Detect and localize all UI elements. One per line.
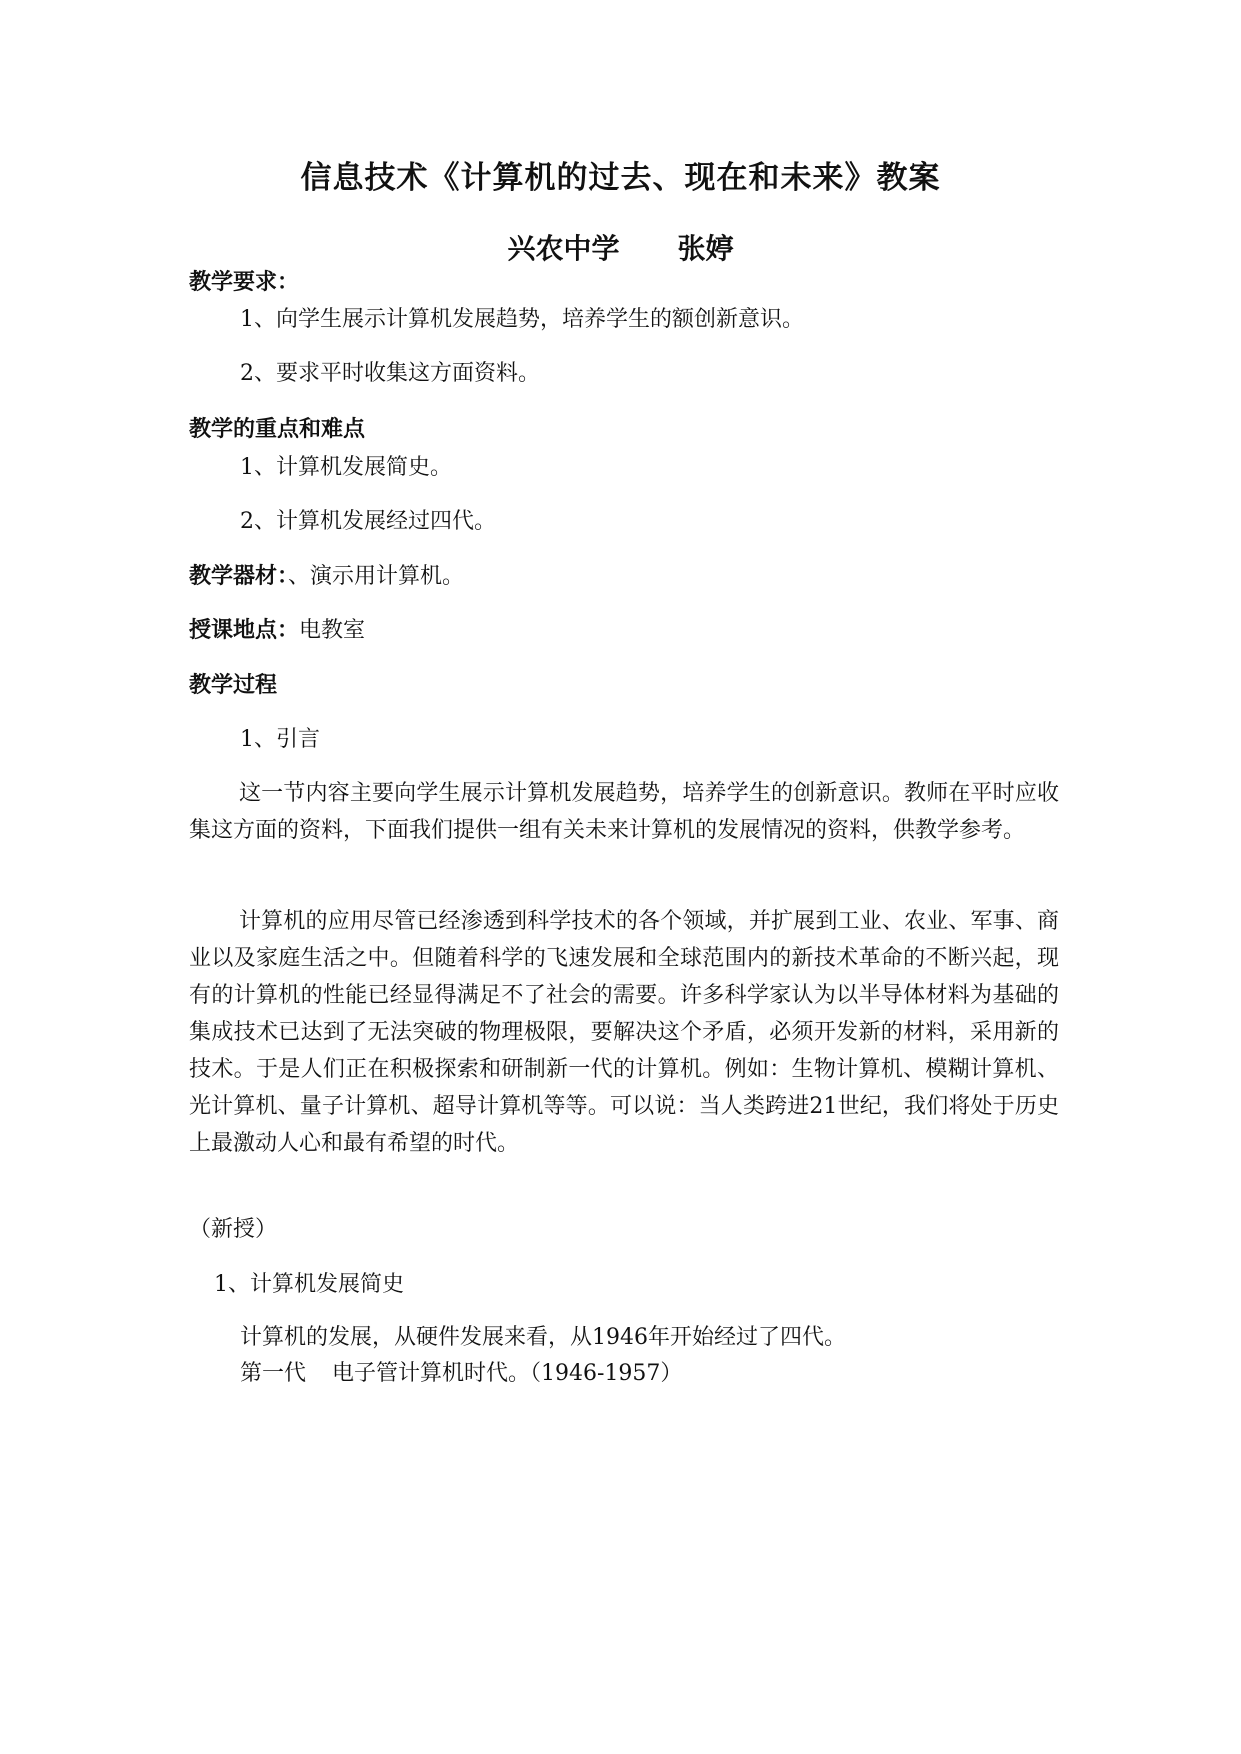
- requirement-item-2: 2、要求平时收集这方面资料。: [240, 361, 540, 386]
- process-heading: 教学过程: [189, 673, 278, 698]
- equipment-value: 、演示用计算机。: [288, 564, 465, 589]
- author-line: [0, 227, 1241, 267]
- generation-1-line: [240, 1356, 682, 1387]
- intro-label: 1、引言: [240, 727, 320, 752]
- equipment-line: [189, 559, 464, 590]
- intro-paragraph-1: 这一节内容主要向学生展示计算机发展趋势，培养学生的创新意识。教师在平时应收集这方面的资料，下面我们提供一组有关未来计算机的发展情况的资料，供教学参考。: [189, 781, 1059, 843]
- intro-paragraph-2: 计算机的应用尽管已经渗透到科学技术的各个领域，并扩展到工业、农业、军事、商业以及家庭生活之中。但随着科学的飞速发展和全球范围内的新技术革命的不断兴起，现有的计算机的性能已经显得满足不了社会的需要。许多科学家认为以半导体材料为基础的集成技术已达到了无法突破的物理极限，要解决这个矛盾，必须开发新的材料，采用新的技术。于是人们正在积极探索和研制新一代的计算机。例如：生物计算机、模糊计算机、光计算机、量子计算机、超导计算机等等。可以说：当人类跨进21世纪，我们将处于历史上最激动人心和最有希望的时代。: [189, 909, 1059, 1156]
- school-name: 兴农中学: [507, 232, 620, 265]
- requirements-heading: 教学要求：: [189, 270, 300, 295]
- generation-1-label: 第一代: [240, 1361, 307, 1386]
- location-line: [189, 613, 365, 644]
- location-label: 授课地点：: [189, 618, 300, 643]
- generation-1-text: 电子管计算机时代。（1946-1957）: [332, 1361, 683, 1386]
- location-value: 电教室: [299, 618, 366, 643]
- key-point-item-1: 1、计算机发展简史。: [240, 455, 452, 480]
- key-point-item-2: 2、计算机发展经过四代。: [240, 509, 496, 534]
- requirement-item-1: 1、向学生展示计算机发展趋势，培养学生的额创新意识。: [240, 307, 804, 332]
- history-line: 计算机的发展，从硬件发展来看，从1946年开始经过了四代。: [240, 1325, 846, 1350]
- new-lesson-label: （新授）: [189, 1217, 278, 1242]
- equipment-label: 教学器材：: [189, 564, 289, 589]
- author-name: 张婷: [677, 232, 734, 265]
- key-points-heading: 教学的重点和难点: [189, 417, 366, 442]
- history-label: 1、计算机发展简史: [214, 1272, 404, 1297]
- document-title: 信息技术《计算机的过去、现在和未来》教案: [300, 160, 941, 196]
